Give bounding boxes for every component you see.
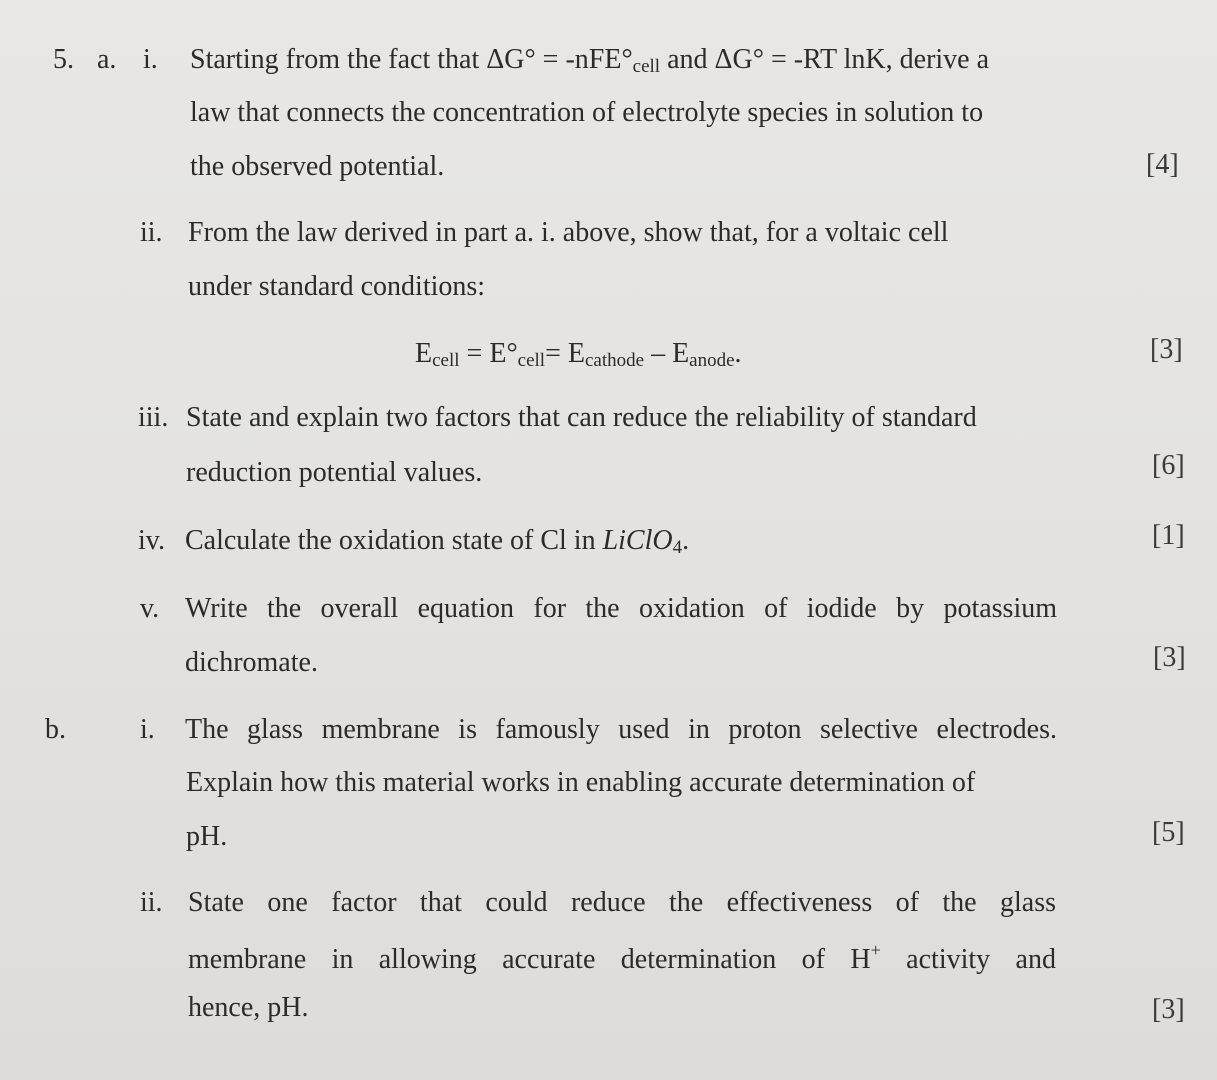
a-i-line-2: law that connects the concentration of electrolyte species in solution to [190,97,984,128]
a-ii-line-2: under standard conditions: [188,271,486,302]
a-i-marks: [4] [1146,149,1179,180]
b-ii-numeral: ii. [140,887,163,918]
a-iv-numeral: iv. [138,525,165,556]
h-plus-superscript: + [870,940,881,960]
a-ii-marks: [3] [1150,334,1183,365]
a-iii-numeral: iii. [138,402,169,433]
a-iv-marks: [1] [1152,520,1185,551]
part-a-label: a. [97,44,117,75]
a-i-line-3: the observed potential. [190,151,445,182]
question-number: 5. [53,44,74,75]
b-ii-marks: [3] [1152,994,1185,1025]
standard-cell-equation: $E_{cell} = E^\circ_{cell}= E_{cathode} - E_{anode}$. [415,338,742,371]
a-v-numeral: v. [140,593,160,624]
b-i-marks: [5] [1152,817,1185,848]
a-iii-line-1: State and explain two factors that can reduce the reliability of standard [186,402,977,433]
a-iii-marks: [6] [1152,450,1185,481]
b-ii-line-3: hence, pH. [188,992,309,1023]
b-i-line-3: pH. [186,821,228,852]
part-b-label: b. [45,714,66,745]
a-v-marks: [3] [1153,642,1186,673]
a-v-line-1: Write the overall equation for the oxidation of iodide by potassium [185,593,1057,624]
a-ii-numeral: ii. [140,217,163,248]
a-i-line-1: Starting from the fact that $\Delta G^\circ = -nFE^\circ_{cell}$ and ΔG° = -RT lnK, derive a [190,44,990,77]
a-ii-line-1: From the law derived in part a. i. above, show that, for a voltaic cell [188,217,949,248]
b-i-line-1: The glass membrane is famously used in proton selective electrodes. [185,714,1057,745]
b-i-line-2: Explain how this material works in enabling accurate determination of [186,767,976,798]
a-iii-line-2: reduction potential values. [186,457,483,488]
lithium-perchlorate-formula: LiClO [602,525,673,556]
b-ii-line-1: State one factor that could reduce the effectiveness of the glass [188,887,1056,918]
b-ii-line-2: membrane in allowing accurate determination of H+ activity and [188,940,1056,975]
a-iv-line-1: Calculate the oxidation state of Cl in LiClO$_4$. [185,525,690,558]
b-i-numeral: i. [140,714,155,745]
a-v-line-2: dichromate. [185,647,318,678]
a-i-numeral: i. [143,44,158,75]
cell-subscript: cell [632,56,661,77]
